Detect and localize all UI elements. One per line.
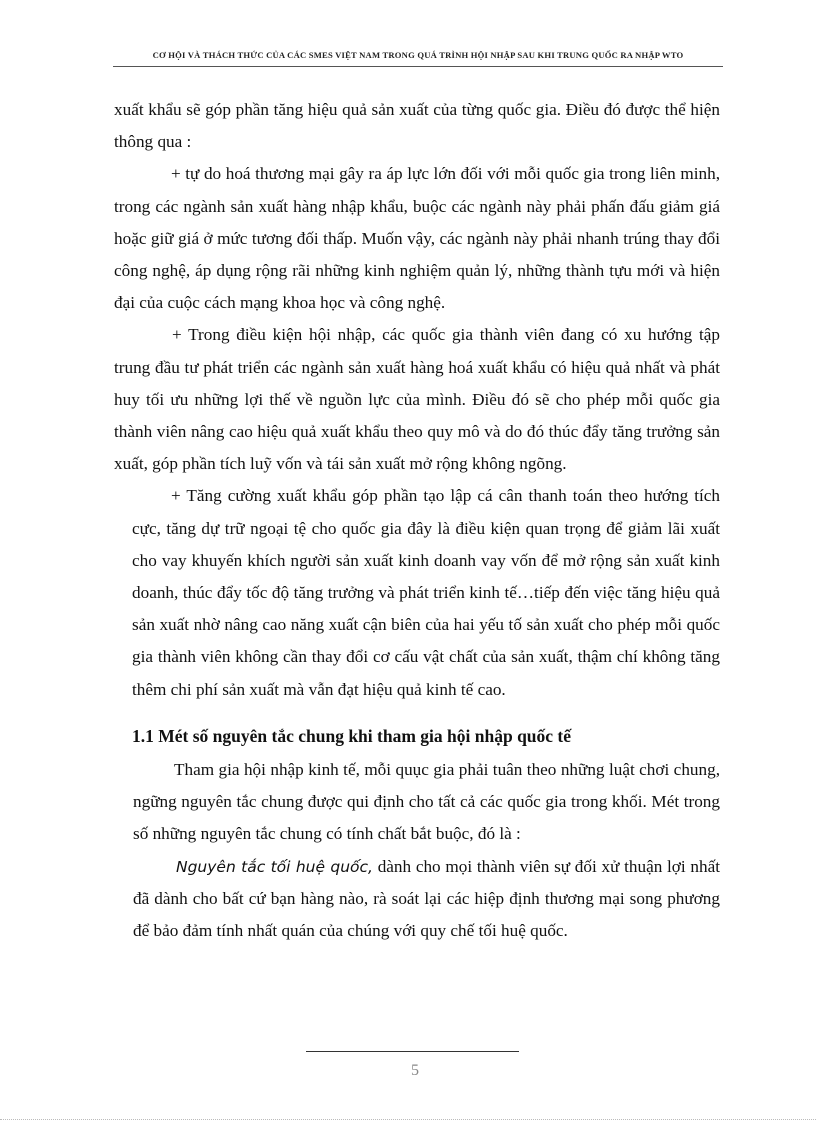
continuation-paragraph: xuất khẩu sẽ góp phần tăng hiệu quả sản xuất của từng quốc gia. Điều đó được thể hiện thông qua : [114,100,720,152]
principle-term: Nguyên tắc tối huệ quốc, [176,857,373,876]
body-text [114,94,720,947]
bullet-paragraph-1: + tự do hoá thương mại gây ra áp lực lớn đối với mỗi quốc gia trong liên minh, trong các ngành sản xuất hàng nhập khẩu, buộc các ngành này phải phấn đấu giảm giá hoặc giữ giá ở mức tương đối thấp. Muốn vậy, các ngành này phải nhanh trúng thay đổi công nghệ, áp dụng rộng rãi những kinh nghiệm quản lý, những thành tựu mới và hiện đại của cuộc cách mạng khoa học và công nghệ. [114,164,720,313]
page-bottom-border [0,1119,816,1120]
running-header: CƠ HỘI VÀ THÁCH THỨC CỦA CÁC SMES VIỆT NAM TRONG QUÁ TRÌNH HỘI NHẬP SAU KHI TRUNG QUỐC RA NHẬP WTO [152,50,684,60]
header-rule [113,66,723,67]
principle-text: dành cho mọi thành viên sự đối xử thuận lợi nhất đã dành cho bất cứ bạn hàng nào, rà soát lại các hiệp định thương mại song phương để bảo đảm tính nhất quán của chúng với quy chế tối huệ quốc. [133,856,720,941]
principle-paragraph [133,851,720,948]
page-number: 5 [411,1062,419,1079]
section-body [114,754,720,947]
footer-rule [306,1051,519,1052]
bullet-paragraph-2: + Trong điều kiện hội nhập, các quốc gia thành viên đang có xu hướng tập trung đầu tư phát triển các ngành sản xuất hàng hoá xuất khẩu có hiệu quả nhất và phát huy tối ưu những lợi thế về nguồn lực của mình. Điều đó sẽ cho phép mỗi quốc gia thành viên nâng cao hiệu quả xuất khẩu theo quy mô và do đó thúc đẩy tăng trưởng sản xuất, góp phần tích luỹ vốn và tái sản xuất mở rộng không ngõng. [114,325,720,474]
section-intro-paragraph: Tham gia hội nhập kinh tế, mỗi quục gia phải tuân theo những luật chơi chung, ngững nguyên tắc chung được qui định cho tất cả các quốc gia trong khối. Mét trong số những nguyên tắc chung có tính chất bắt buộc, đó là : [133,760,720,844]
section-heading: 1.1 Mét số nguyên tắc chung khi tham gia hội nhập quốc tế [132,725,572,746]
bullet-paragraph-3: + Tăng cường xuất khẩu góp phần tạo lập cá cân thanh toán theo hướng tích cực, tăng dự trữ ngoại tệ cho quốc gia đây là điều kiện quan trọng để giảm lãi xuất cho vay khuyến khích người sản xuất kinh doanh vay vốn để mở rộng sản xuất kinh doanh, thúc đẩy tốc độ tăng trưởng và phát triển kinh tế…tiếp đến việc tăng hiệu quả sản xuất nhờ nâng cao năng xuất cận biên của hai yếu tố sản xuất cho phép mỗi quốc gia thành viên không cần thay đổi cơ cấu vật chất của sản xuất, thậm chí không tăng thêm chi phí sản xuất mà vẫn đạt hiệu quả kinh tế cao. [132,486,720,699]
